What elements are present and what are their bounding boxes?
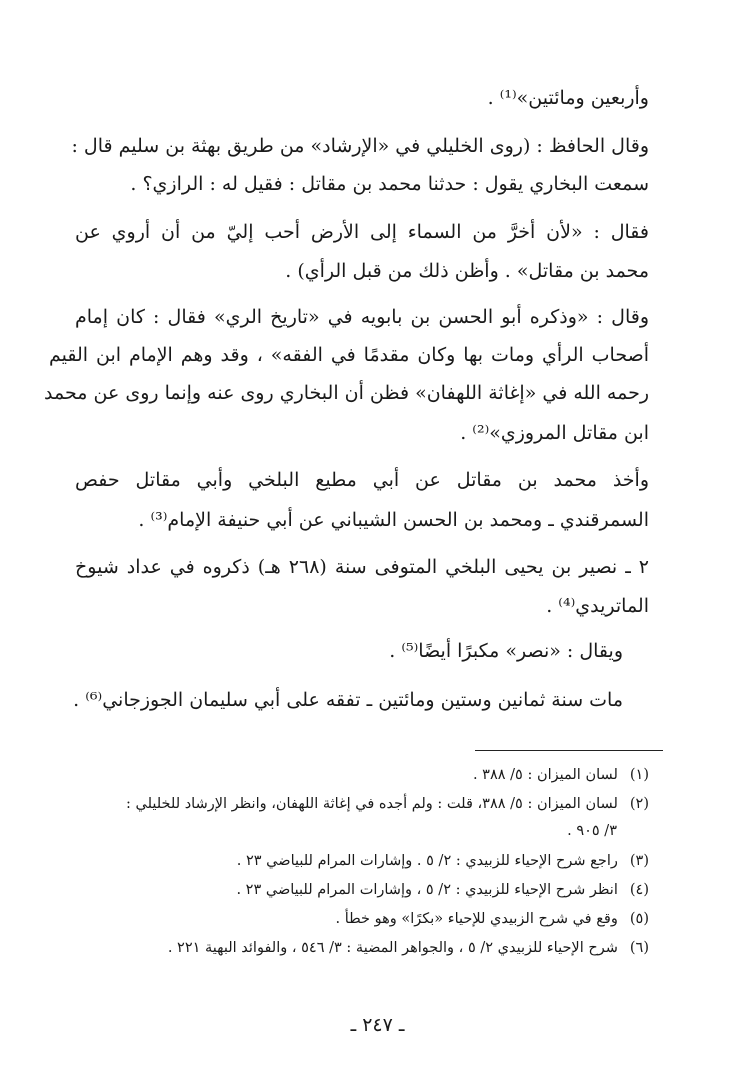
paragraph-2-line-1: وقال الحافظ : (روى الخليلي في «الإرشاد» من طريق بهثة بن سليم قال : [71,135,649,157]
footnote-2-continuation: ٣/ ٩٠٥ . [567,823,617,839]
paragraph-3-line-1: فقال : «لأن أخرَّ من السماء إلى الأرض أحب إليّ من أن أروي عن [75,221,649,243]
footnote-2-number: (٢) [629,796,649,812]
paragraph-2-line-2: سمعت البخاري يقول : حدثنا محمد بن مقاتل : فقيل له : الرازي؟ . [130,173,649,195]
paragraph-4-line-2: أصحاب الرأي ومات بها وكان مقدمًا في الفقه» ، وقد وهم الإمام ابن القيم [49,344,649,366]
footnote-4 [236,879,649,901]
footnote-3 [237,850,649,872]
footnote-5-number: (٥) [629,911,649,927]
footnote-2-text: لسان الميزان : ٥/ ٣٨٨، قلت : ولم أجده في إغاثة اللهفان، وانظر الإرشاد للخليلي : [125,796,618,812]
paragraph-6-line-1: ٢ ـ نصير بن يحيى البلخي المتوفى سنة (٢٦٨ هـ) ذكروه في عداد شيوخ [75,556,649,578]
paragraph-8-line-1: مات سنة ثمانين وستين ومائتين ـ تفقه على أبي سليمان الجوزجاني⁽⁶⁾ . [73,689,623,711]
footnote-5 [336,908,650,930]
paragraph-3-line-2: محمد بن مقاتل» . وأظن ذلك من قبل الرأي) . [285,260,649,282]
paragraph-6-line-2: الماتريدي⁽⁴⁾ . [546,595,649,617]
footnote-1-text: لسان الميزان : ٥/ ٣٨٨ . [472,767,618,783]
footnote-2 [126,793,649,815]
footnote-5-text: وقع في شرح الزبيدي للإحياء «بكرًا» وهو خطأ . [335,911,618,927]
footnote-4-number: (٤) [629,882,649,898]
paragraph-4-line-4: ابن مقاتل المروزي»⁽²⁾ . [460,422,649,444]
footnote-1 [473,764,649,786]
paragraph-5-line-1: وأخذ محمد بن مقاتل عن أبي مطيع البلخي وأبي مقاتل حفص [75,469,649,491]
footnote-3-text: راجع شرح الإحياء للزبيدي : ٢/ ٥ . وإشارات المرام للبياضي ٢٣ . [236,853,618,869]
footnote-6-number: (٦) [629,940,649,956]
paragraph-1-line-1: وأربعين ومائتين»⁽¹⁾ . [487,87,649,109]
footnote-1-number: (١) [629,767,649,783]
footnote-separator [475,750,663,751]
paragraph-4-line-3: رحمه الله في «إغاثة اللهفان» فظن أن البخاري روى عنه وإنما روى عن محمد [44,382,649,404]
footnote-6 [168,937,649,959]
paragraph-4-line-1: وقال : «وذكره أبو الحسن بن بابويه في «تاريخ الري» فقال : كان إمام [75,306,649,328]
footnote-6-text: شرح الإحياء للزبيدي ٢/ ٥ ، والجواهر المضية : ٣/ ٥٤٦ ، والفوائد البهية ٢٢١ . [167,940,618,956]
footnote-4-text: انظر شرح الإحياء للزبيدي : ٢/ ٥ ، وإشارات المرام للبياضي ٢٣ . [236,882,618,898]
paragraph-7-line-1: ويقال : «نصر» مكبرًا أيضًا⁽⁵⁾ . [389,640,623,662]
footnote-3-number: (٣) [629,853,649,869]
paragraph-5-line-2: السمرقندي ـ ومحمد بن الحسن الشيباني عن أبي حنيفة الإمام⁽³⁾ . [138,509,649,531]
page-number: ـ ٢٤٧ ـ [350,1014,405,1036]
